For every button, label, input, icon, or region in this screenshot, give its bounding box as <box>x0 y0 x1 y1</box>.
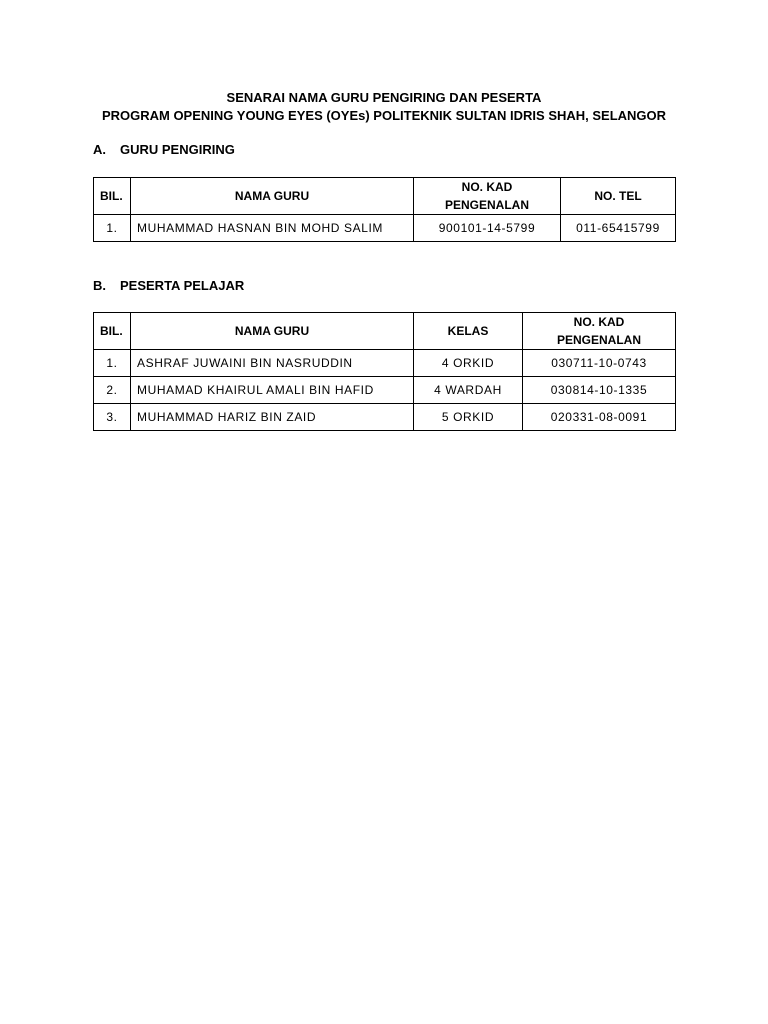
header-no-tel: NO. TEL <box>561 178 676 215</box>
cell-nama: MUHAMAD KHAIRUL AMALI BIN HAFID <box>131 377 414 404</box>
cell-kelas: 4 ORKID <box>414 350 523 377</box>
cell-bil: 2. <box>94 377 131 404</box>
cell-no-kad: 020331-08-0091 <box>523 404 676 431</box>
cell-kelas: 4 WARDAH <box>414 377 523 404</box>
table-row <box>94 215 676 242</box>
cell-bil: 3. <box>94 404 131 431</box>
section-b-heading <box>93 278 244 294</box>
peserta-pelajar-table <box>93 312 676 431</box>
cell-no-kad: 030814-10-1335 <box>523 377 676 404</box>
header-bil: BIL. <box>94 178 131 215</box>
section-a-title: GURU PENGIRING <box>120 142 235 157</box>
table-header-row <box>94 313 676 350</box>
header-no-kad <box>523 313 676 350</box>
document-title <box>0 89 768 125</box>
table-row <box>94 350 676 377</box>
guru-pengiring-table <box>93 177 676 242</box>
table-header-row <box>94 178 676 215</box>
header-kelas: KELAS <box>414 313 523 350</box>
title-line-2: PROGRAM OPENING YOUNG EYES (OYEs) POLITEKNIK SULTAN IDRIS SHAH, SELANGOR <box>101 108 667 123</box>
header-bil: BIL. <box>94 313 131 350</box>
cell-no-tel: 011-65415799 <box>561 215 676 242</box>
cell-bil: 1. <box>94 350 131 377</box>
section-a-heading <box>93 142 235 158</box>
header-nama-guru: NAMA GURU <box>131 313 414 350</box>
title-line-1: SENARAI NAMA GURU PENGIRING DAN PESERTA <box>226 90 542 105</box>
header-no-kad-line1: NO. KAD <box>461 180 513 194</box>
cell-bil: 1. <box>94 215 131 242</box>
cell-nama: MUHAMMAD HASNAN BIN MOHD SALIM <box>131 215 414 242</box>
header-nama-guru: NAMA GURU <box>131 178 414 215</box>
header-no-kad-line2: PENGENALAN <box>444 198 529 212</box>
header-no-kad <box>414 178 561 215</box>
section-a-letter: A. <box>93 142 106 157</box>
header-no-kad-line1: NO. KAD <box>573 315 625 329</box>
cell-no-kad: 900101-14-5799 <box>414 215 561 242</box>
section-b-title: PESERTA PELAJAR <box>120 278 245 293</box>
cell-nama: MUHAMMAD HARIZ BIN ZAID <box>131 404 414 431</box>
table-row <box>94 404 676 431</box>
table-row <box>94 377 676 404</box>
cell-nama: ASHRAF JUWAINI BIN NASRUDDIN <box>131 350 414 377</box>
cell-kelas: 5 ORKID <box>414 404 523 431</box>
cell-no-kad: 030711-10-0743 <box>523 350 676 377</box>
header-no-kad-line2: PENGENALAN <box>556 333 641 347</box>
section-b-letter: B. <box>93 278 106 293</box>
